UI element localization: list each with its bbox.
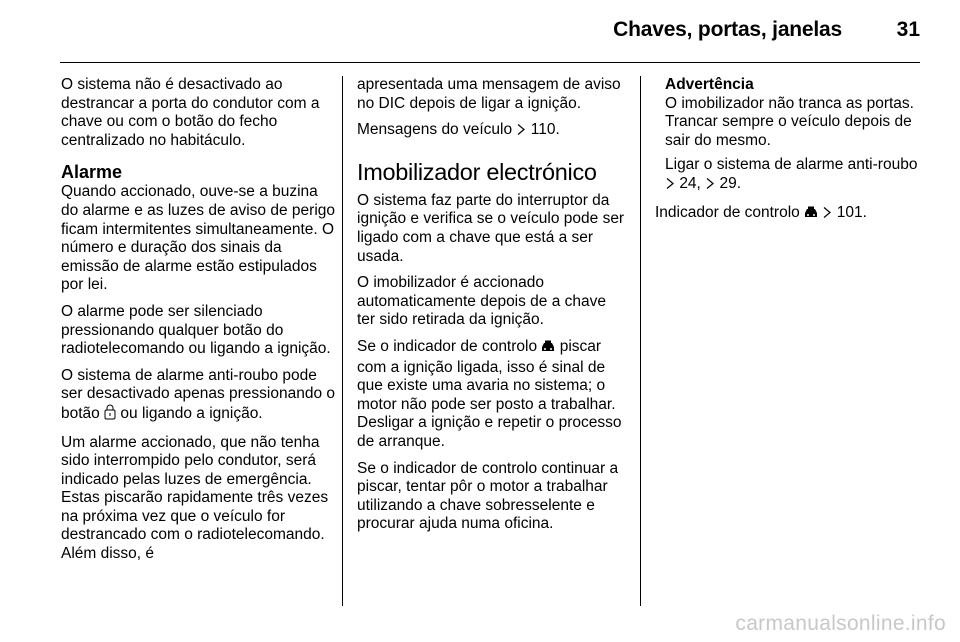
immobiliser-indicator-icon [541, 340, 555, 359]
paragraph: Quando accionado, ouve-se a buzina do alarme e as luzes de aviso de perigo ficam intermitentes simultaneamente. O número e duração dos sinais da emissão de alarme estão estipulados por lei. [61, 183, 335, 294]
page-reference-arrow-icon [822, 206, 832, 225]
text: Mensagens do veículo [357, 121, 513, 139]
column-3 [655, 76, 925, 232]
paragraph: O imobilizador é accionado automaticamente depois de a chave ter sido retirada da ignição. [357, 274, 607, 329]
paragraph [357, 338, 625, 452]
warning-title: Advertência [665, 76, 754, 93]
text: ou ligando a ignição. [120, 404, 263, 422]
paragraph: Um alarme accionado, que não tenha sido interrompido pelo condutor, será indicado pelas luzes de emergência. Estas piscarão rapidamente três vezes na próxima vez que o veículo for destrancado com o radiotelecomando. Além disso, é [61, 433, 329, 563]
text: O sistema de alarme anti-roubo pode ser desactivado apenas pressionando o botão [61, 366, 336, 422]
warning-box [655, 76, 925, 196]
text: Ligar o sistema de alarme anti-roubo [665, 156, 918, 174]
immobiliser-indicator-icon [804, 206, 818, 225]
watermark: carmanualsonline.info [735, 612, 946, 635]
page-reference: 24, [679, 174, 701, 192]
paragraph: Se o indicador de controlo continuar a piscar, tentar pôr o motor a trabalhar utilizando a chave sobresselente e procurar ajuda numa oficina. [357, 459, 619, 533]
page-reference-arrow-icon [705, 177, 715, 196]
page-reference: 110. [530, 121, 560, 139]
page-reference-arrow-icon [665, 177, 675, 196]
header-divider [60, 62, 920, 63]
paragraph: O sistema faz parte do interruptor da ignição e verifica se o veículo pode ser ligado com a chave que está a ser usada. [357, 191, 625, 265]
paragraph: O alarme pode ser silenciado pressionando qualquer botão do radiotelecomando ou ligando a ignição. [61, 302, 331, 358]
page-reference: 101. [836, 203, 867, 221]
page-title: Chaves, portas, janelas [613, 18, 842, 41]
paragraph [655, 204, 925, 225]
column-divider-1 [342, 76, 343, 606]
page-reference-arrow-icon [516, 123, 526, 142]
page-number: 31 [896, 18, 920, 41]
page-header [60, 18, 920, 44]
page-reference: 29. [719, 174, 742, 192]
column-1 [61, 76, 336, 572]
warning-text: O imobilizador não tranca as portas. Trancar sempre o veículo depois de sair do mesmo. [665, 94, 914, 149]
paragraph: O sistema não é desactivado ao destrancar a porta do condutor com a chave ou com o botão do fecho centralizado no habitáculo. [61, 76, 320, 149]
column-2 [357, 76, 625, 542]
section-heading-imobilizador: Imobilizador electrónico [357, 158, 597, 185]
text: Indicador de controlo [655, 203, 800, 221]
paragraph [61, 367, 336, 426]
text: Se o indicador de controlo [357, 337, 538, 355]
paragraph [357, 121, 625, 142]
column-divider-2 [640, 76, 641, 606]
warning-text [665, 156, 925, 195]
paragraph: apresentada uma mensagem de aviso no DIC depois de ligar a ignição. [357, 76, 621, 112]
text: piscar com a ignição ligada, isso é sinal de que existe uma avaria no sistema; o motor não pode ser posto a trabalhar. Desligar a ignição e repetir o processo de arranque. [357, 337, 622, 450]
lock-button-icon [104, 404, 116, 426]
section-heading-alarme: Alarme [61, 162, 123, 183]
